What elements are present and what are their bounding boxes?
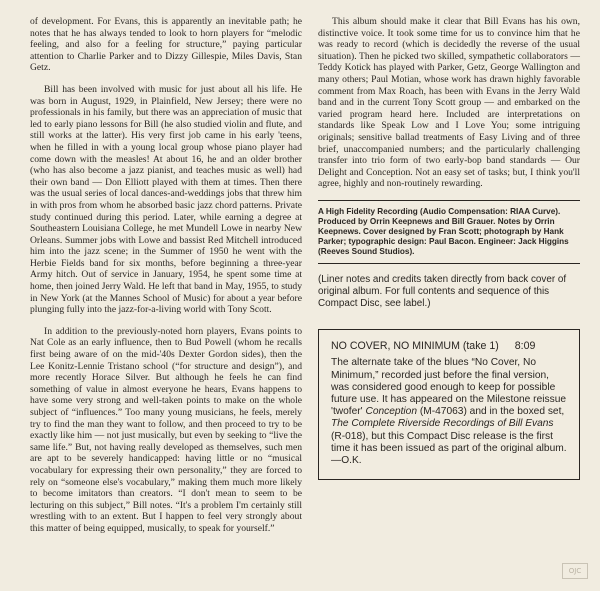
left-column bbox=[30, 16, 302, 545]
bonus-text-3: (R-018), but this Compact Disc release is the first time it has been issued as part of the original album.—O.K. bbox=[331, 430, 567, 466]
divider-top bbox=[318, 200, 580, 201]
liner-note-disclaimer: (Liner notes and credits taken directly from back cover of original album. For full contents and sequence of this Compact Disc, see label.) bbox=[318, 273, 567, 309]
bonus-track-time: 8:09 bbox=[514, 340, 536, 353]
recording-credits: A High Fidelity Recording (Audio Compensation: RIAA Curve). Produced by Orrin Keepnews and Bill Grauer. Notes by Orrin Keepnews. Cover designed by Fran Scott; photograph by Hank Parker; typographic design: Paul Bacon. Engineer: Jack Higgins (Reeves Sound Studios). bbox=[318, 206, 569, 256]
right-column bbox=[318, 16, 580, 480]
bonus-italic-1: Conception bbox=[365, 406, 418, 418]
bonus-italic-2: The Complete Riverside Recordings of Bill Evans bbox=[331, 418, 554, 430]
bonus-track-title-line bbox=[331, 340, 567, 353]
bonus-text-2: (M-47063) and in the boxed set, bbox=[417, 406, 565, 418]
left-paragraph-1: of development. For Evans, this is apparently an inevitable path; he notes that he has always tended to look to horn players for “melodic feeling, and also for a feeling for structure,” paying particular attention to Charlie Parker and to Dizzy Gillespie, Miles Davis, Stan Getz. bbox=[30, 16, 302, 74]
divider-bottom bbox=[318, 263, 580, 264]
left-paragraph-2: Bill has been involved with music for just about all his life. He was born in August, 1929, in Plainfield, New Jersey; there were no professionals in his family, but there was an appreciation of music that led to early piano lessons for Bill (he also studied violin and flute, and still works at the latter). His very first job came in his early 'teens, when he filled in with a young local group whose piano player had come down with the measles! At about 16, he and an older brother (who has also become a jazz pianist, and teaches music as well) had their own band — Don Elliott played with them at times. Then there was the usual series of local dances-and-weddings jobs that threw him in with pros from whom he absorbed basic jazz chord patterns. Private study continued during this period. Later, while earning a degree at Southeastern Louisiana College, he met Mundell Lowe in nearby New Orleans. Summer jobs with Lowe and bassist Red Mitchell introduced him into the jazz scene; in the Summer of 1950 he went with the Herbie Fields band for six months, before beginning a three-year Army hitch. Out of service in January, 1954, he spent some time at home, then joined Jerry Wald. He left that band in May, 1955, to study in New York (at the Mannes School of Music) for about a year before plunging fully into the jazz-for-a-living world with Tony Scott. bbox=[30, 83, 302, 316]
bonus-track-box bbox=[318, 329, 580, 480]
left-paragraph-3: In addition to the previously-noted horn players, Evans points to Nat Cole as an early influence, then to Bud Powell (whom he recalls first being aware of on the mid-'40s Dexter Gordon sides), then the Lee Konitz-Lennie Tristano school (“for structure and design”), and more recently Horace Silver. But although he feels he can find something of value in almost everyone he hears, Evans happens to have some very strong and well-taken points to make on the whole subject of “influences.” Too many young musicians, he feels, merely try to find the man they want to follow, and then proceed to try to be exactly like him — not just musically, but even by seeking to “live the same life.” But, not having really developed as themselves, such men are apt to be severely handicapped: having little or no “musical vocabulary for expressing their own personality,” they are forced to rely on “someone else's vocabulary,” making them much more likely to become imitators than creators. “I don't mean to seem to be lecturing on this subject,” Bill notes. “It's a problem I'm certainly still wrestling with to an extent. But I happen to feel very strongly about this matter of being equipped, musically, to speak for yourself.” bbox=[30, 325, 302, 534]
right-paragraph-1: This album should make it clear that Bill Evans has his own, distinctive voice. It took some time for us to convince him that he was ready to record (which is decidedly the reverse of the usual situation). Then he picked two skilled, sympathetic collaborators — Teddy Kotick has played with Parker, Getz, George Wallington and many others; Paul Motian, whose work has drawn highly favorable comment from Max Roach, has been with Evans in the Jerry Wald band and in the current Tony Scott group — and embarked on the varied program heard here. Included are interpretations on standards like Speak Low and I Love You; some intriguing originals; sensitive ballad treatments of Easy Living and of three brief, unaccompanied numbers; and the particularly challenging transfer into trio form of two early-bop band standards — Our Delight and Conception. Not an easy set of tasks; but, I think you'll agree, highly and non-routinely rewarding. bbox=[318, 16, 580, 190]
bonus-text-1: The alternate take of the blues “No Cover, No Minimum,” recorded just before the final version, was considered good enough to keep for possible future use. It has appeared on the Milestone reissue 'twofer' bbox=[331, 357, 567, 418]
bonus-track-title: NO COVER, NO MINIMUM (take 1) bbox=[331, 340, 499, 353]
ojc-logo: OJC bbox=[562, 563, 588, 579]
bonus-track-description bbox=[331, 357, 567, 467]
